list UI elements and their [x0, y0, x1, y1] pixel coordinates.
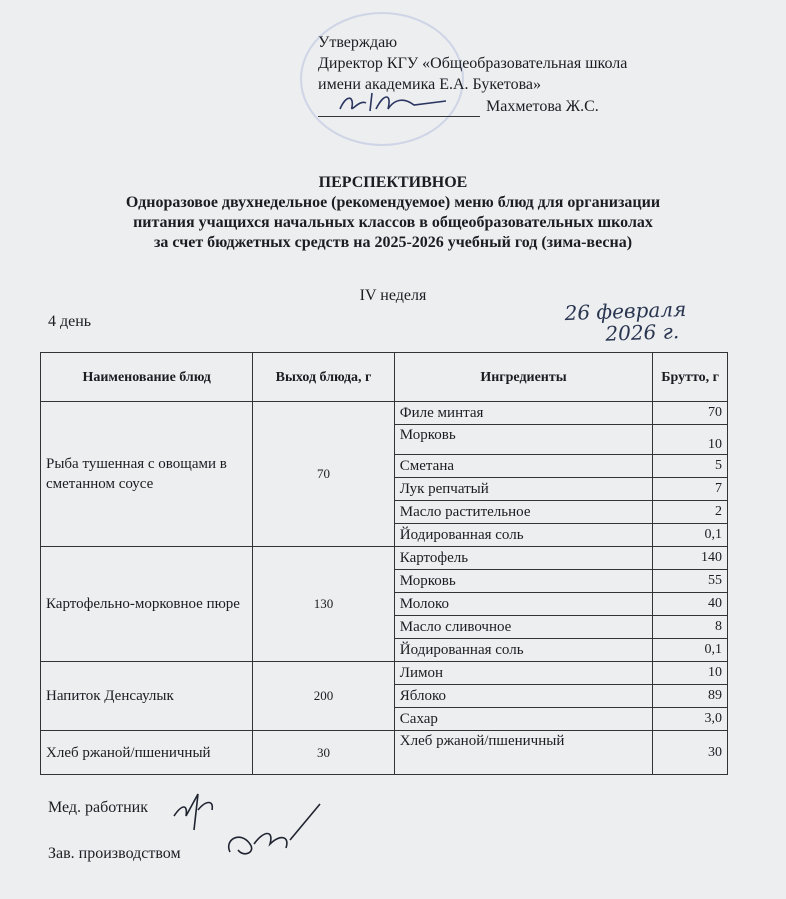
- ingredient-gross: 7: [653, 478, 728, 501]
- ingredient-gross: 55: [653, 570, 728, 593]
- dish-name: Напиток Денсаулык: [41, 662, 253, 731]
- dish-name: Картофельно-морковное пюре: [41, 547, 253, 662]
- ingredient-name: Яблоко: [394, 685, 652, 708]
- handwritten-date-line-1: 26 февраля: [564, 296, 687, 326]
- ingredient-gross: 3,0: [653, 708, 728, 731]
- ingredient-name: Филе минтая: [394, 402, 652, 425]
- production-head-signature: [220, 800, 330, 870]
- ingredient-name: Морковь: [394, 570, 652, 593]
- dish-output: 200: [253, 662, 395, 731]
- table-header-row: [41, 353, 728, 402]
- header-output: Выход блюда, г: [253, 353, 395, 402]
- ingredient-name: Йодированная соль: [394, 639, 652, 662]
- title-line-1: ПЕРСПЕКТИВНОЕ: [318, 174, 468, 191]
- dish-output: 130: [253, 547, 395, 662]
- signer-name: Махметова Ж.С.: [486, 98, 599, 115]
- handwritten-date-line-2: 2026 г.: [604, 319, 680, 346]
- approval-line-1: Утверждаю: [318, 34, 398, 51]
- director-signature: [336, 89, 456, 115]
- ingredient-gross: 8: [653, 616, 728, 639]
- header-gross: Брутто, г: [653, 353, 728, 402]
- ingredient-name: Сметана: [394, 455, 652, 478]
- dish-name: Рыба тушенная с овощами в сметанном соусе: [41, 402, 253, 547]
- table-row: [41, 662, 728, 685]
- title-line-2: Одноразовое двухнедельное (рекомендуемое) меню блюд для организации: [125, 194, 661, 211]
- dish-name: Хлеб ржаной/пшеничный: [41, 731, 253, 775]
- document-title: [40, 173, 746, 253]
- dish-output: 30: [253, 731, 395, 775]
- ingredient-gross: 5: [653, 455, 728, 478]
- menu-table: [40, 352, 728, 775]
- ingredient-gross: 10: [653, 425, 728, 455]
- ingredient-name: Сахар: [394, 708, 652, 731]
- ingredient-gross: 0,1: [653, 639, 728, 662]
- ingredient-name: Картофель: [394, 547, 652, 570]
- signature-line: [318, 95, 480, 117]
- approval-line-3: имени академика Е.А. Букетова»: [318, 76, 542, 93]
- ingredient-gross: 89: [653, 685, 728, 708]
- ingredient-gross: 0,1: [653, 524, 728, 547]
- table-row: [41, 731, 728, 775]
- ingredient-gross: 30: [653, 731, 728, 775]
- approval-signature-row: [318, 95, 627, 117]
- approval-block: [318, 32, 627, 117]
- title-line-4: за счет бюджетных средств на 2025-2026 учебный год (зима-весна): [153, 234, 633, 251]
- ingredient-gross: 2: [653, 501, 728, 524]
- ingredient-name: Йодированная соль: [394, 524, 652, 547]
- week-label: IV неделя: [359, 287, 427, 304]
- day-label: 4 день: [48, 313, 92, 330]
- ingredient-name: Лимон: [394, 662, 652, 685]
- title-line-3: питания учащихся начальных классов в общеобразовательных школах: [133, 214, 653, 231]
- header-dish: Наименование блюд: [41, 353, 253, 402]
- dish-output: 70: [253, 402, 395, 547]
- ingredient-name: Масло сливочное: [394, 616, 652, 639]
- ingredient-name: Морковь: [394, 425, 652, 455]
- production-head-label: Зав. производством: [48, 845, 181, 862]
- ingredient-gross: 40: [653, 593, 728, 616]
- ingredient-gross: 140: [653, 547, 728, 570]
- header-ingredients: Ингредиенты: [394, 353, 652, 402]
- ingredient-gross: 70: [653, 402, 728, 425]
- ingredient-gross: 10: [653, 662, 728, 685]
- approval-line-2: Директор КГУ «Общеобразовательная школа: [318, 55, 628, 72]
- ingredient-name: Хлеб ржаной/пшеничный: [394, 731, 652, 775]
- ingredient-name: Масло растительное: [394, 501, 652, 524]
- table-row: [41, 547, 728, 570]
- med-worker-label: Мед. работник: [48, 799, 148, 816]
- handwritten-date: [564, 298, 687, 346]
- table-row: [41, 402, 728, 425]
- ingredient-name: Молоко: [394, 593, 652, 616]
- ingredient-name: Лук репчатый: [394, 478, 652, 501]
